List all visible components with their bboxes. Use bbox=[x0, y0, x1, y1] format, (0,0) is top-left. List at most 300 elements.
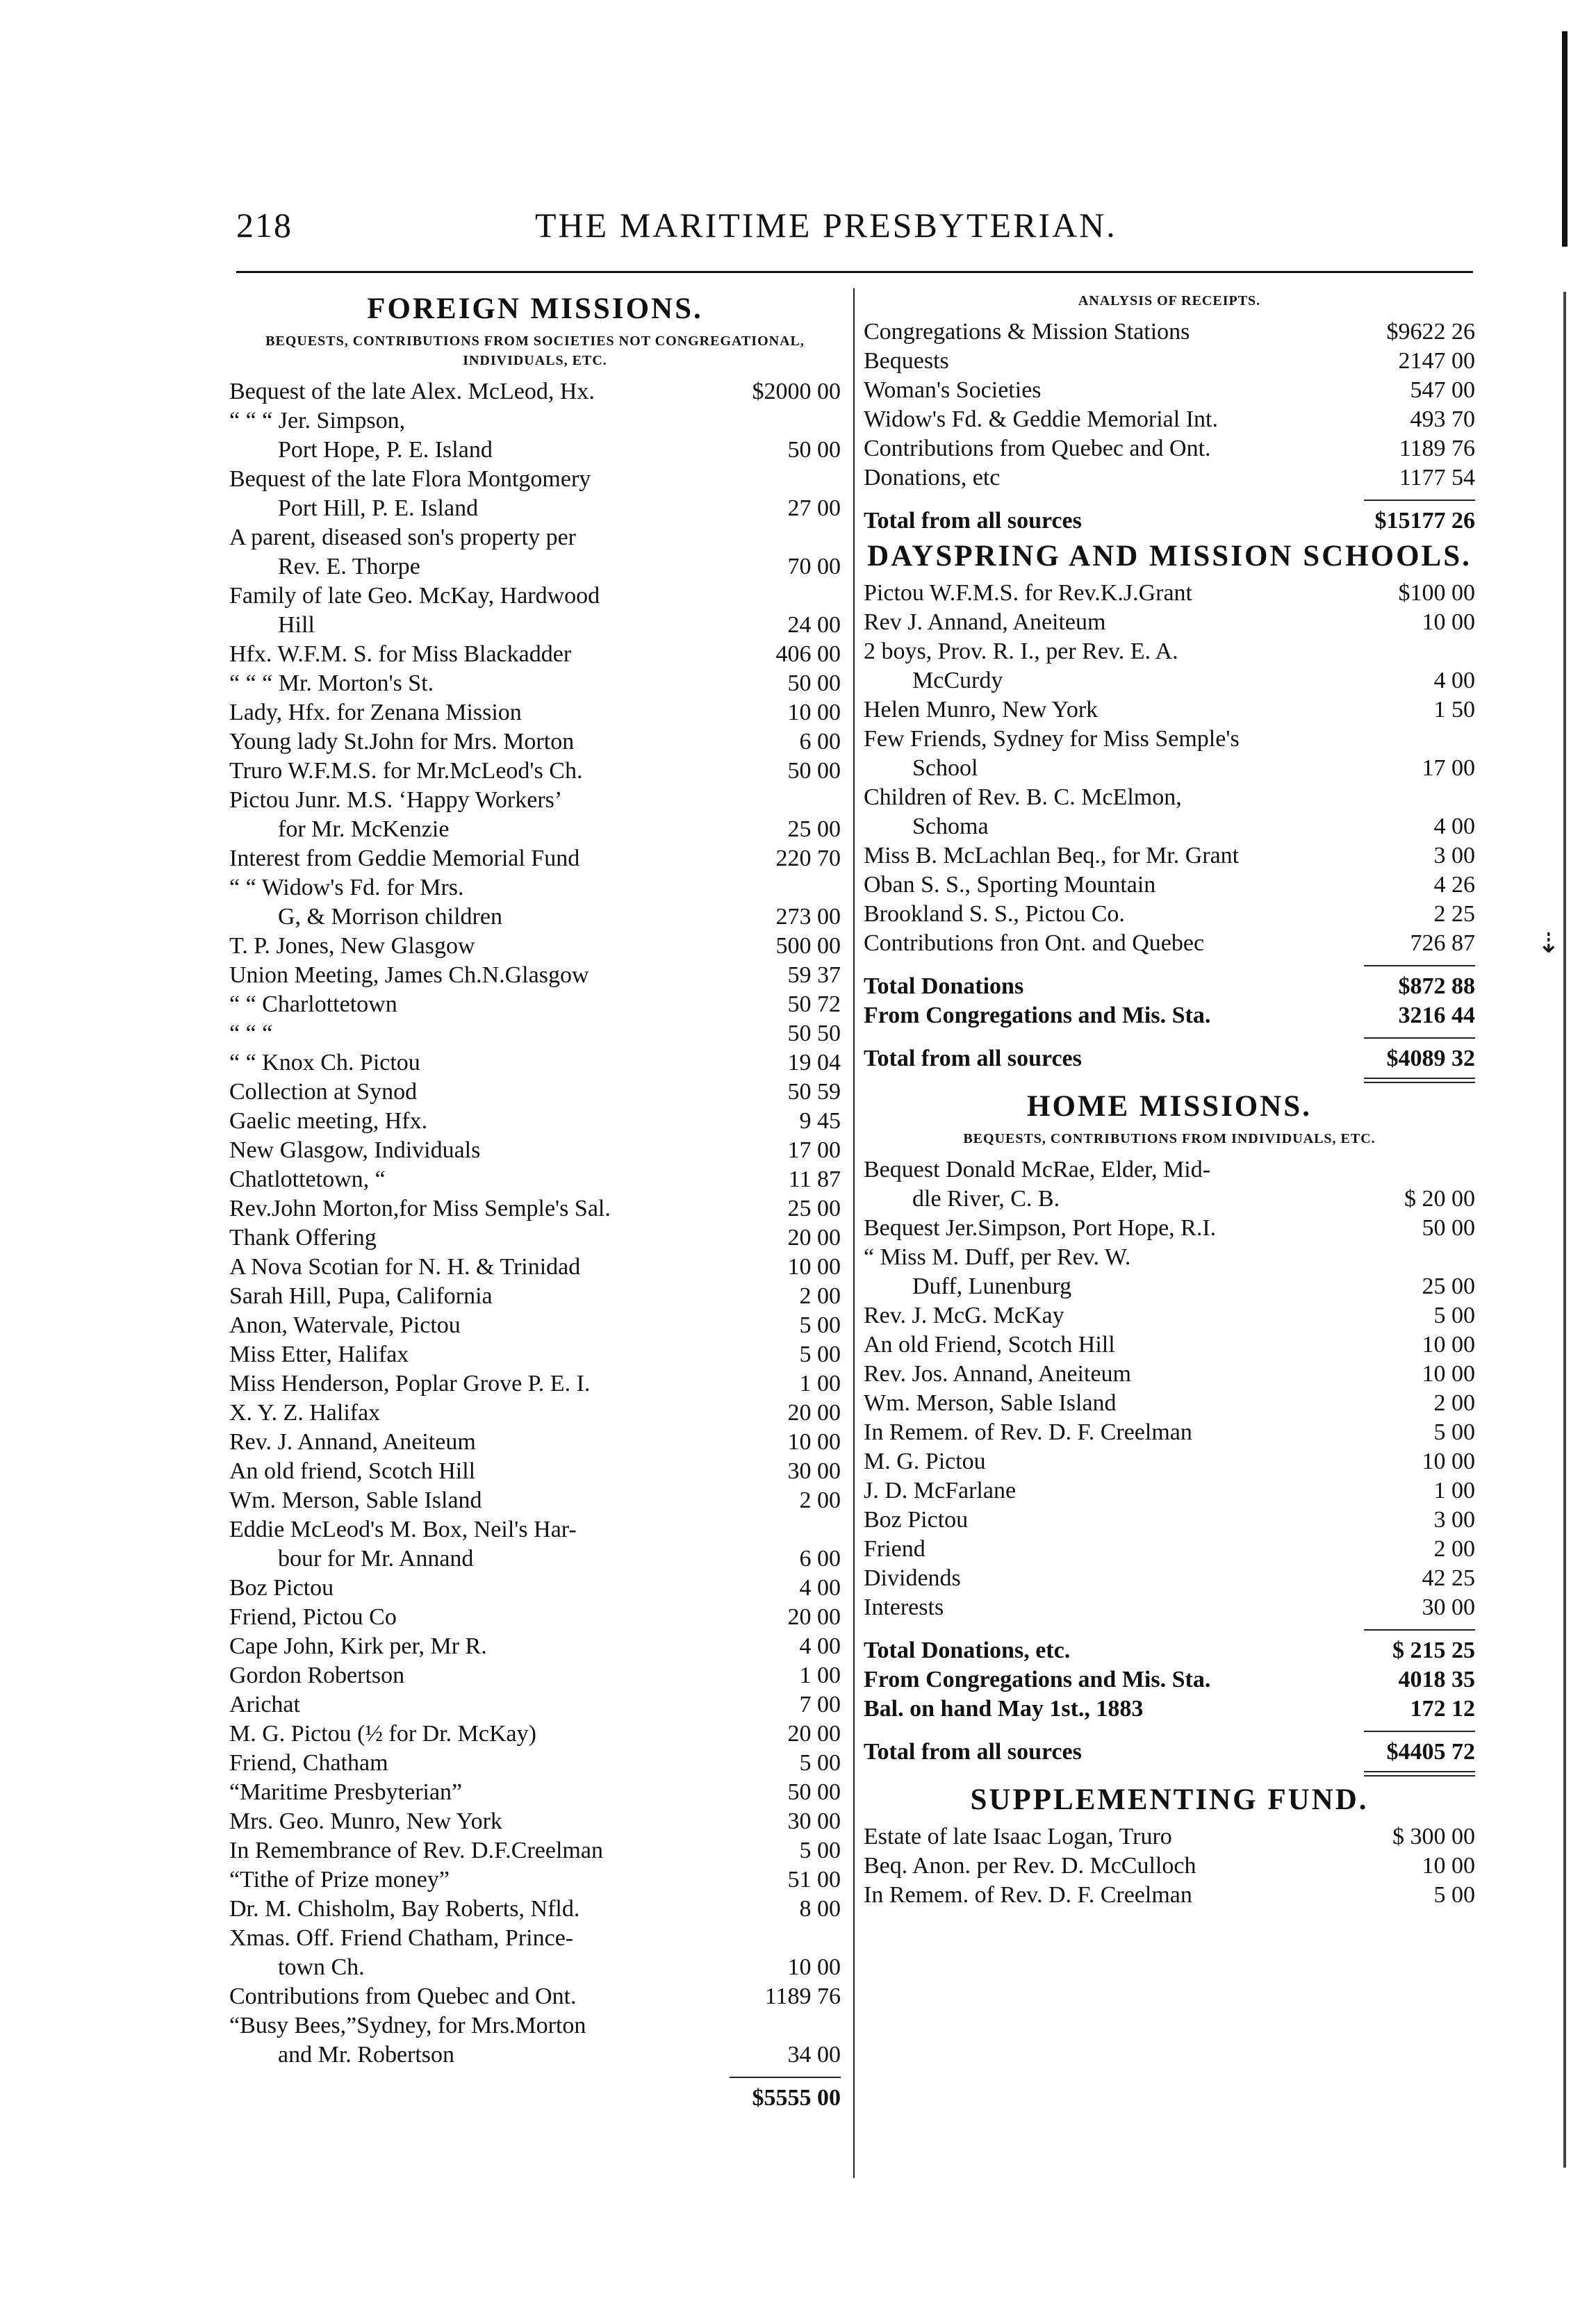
left-column bbox=[229, 288, 841, 2113]
entry-amount: 493 70 bbox=[1410, 406, 1475, 432]
entry-amount: 3 00 bbox=[1433, 1507, 1475, 1533]
foreign-entry-row bbox=[229, 786, 841, 815]
supplementing-entry-row bbox=[864, 1852, 1475, 1881]
entry-description: Truro W.F.M.S. for Mr.McLeod's Ch. bbox=[229, 758, 583, 784]
foreign-entry-row bbox=[229, 552, 841, 582]
home-entry-row bbox=[864, 1389, 1475, 1418]
foreign-entry-row bbox=[229, 1720, 841, 1749]
dayspring-congregations-value: 3216 44 bbox=[1398, 1003, 1475, 1028]
entry-description: Bequest Jer.Simpson, Port Hope, R.I. bbox=[864, 1215, 1217, 1241]
entry-description: Hill bbox=[278, 612, 315, 638]
foreign-entry-row bbox=[229, 582, 841, 611]
foreign-entry-row bbox=[229, 1399, 841, 1428]
foreign-entry-row bbox=[229, 961, 841, 990]
dayspring-entry-row bbox=[864, 900, 1475, 929]
entry-description: A Nova Scotian for N. H. & Trinidad bbox=[229, 1254, 581, 1280]
entry-amount: 59 37 bbox=[787, 962, 841, 988]
entry-description: In Remem. of Rev. D. F. Creelman bbox=[864, 1882, 1192, 1908]
entry-description: Brookland S. S., Pictou Co. bbox=[864, 901, 1125, 927]
entry-description: Port Hope, P. E. Island bbox=[278, 437, 493, 463]
page-number: 218 bbox=[236, 206, 293, 245]
entry-amount: 10 00 bbox=[1422, 1449, 1475, 1474]
entry-amount: 20 00 bbox=[787, 1604, 841, 1630]
entry-amount: 2 00 bbox=[799, 1283, 841, 1309]
entry-description: M. G. Pictou bbox=[864, 1449, 986, 1474]
entry-amount: 1 00 bbox=[1433, 1478, 1475, 1503]
home-entry-row bbox=[864, 1214, 1475, 1243]
entry-description: Thank Offering bbox=[229, 1225, 377, 1251]
entry-description: Dr. M. Chisholm, Bay Roberts, Nfld. bbox=[229, 1896, 580, 1922]
foreign-entry-row bbox=[229, 406, 841, 436]
foreign-entry-row bbox=[229, 611, 841, 640]
entry-amount: 10 00 bbox=[787, 1429, 841, 1455]
entry-description: “Tithe of Prize money” bbox=[229, 1867, 450, 1893]
foreign-entry-row bbox=[229, 1282, 841, 1311]
entry-description: “ “ Knox Ch. Pictou bbox=[229, 1050, 420, 1075]
foreign-entry-row bbox=[229, 1778, 841, 1807]
analysis-entry-row bbox=[864, 405, 1475, 434]
dayspring-entry-row bbox=[864, 637, 1475, 666]
home-entry-row bbox=[864, 1330, 1475, 1360]
foreign-entry-row bbox=[229, 1895, 841, 1924]
entry-amount: 50 00 bbox=[787, 670, 841, 696]
entry-description: Miss Henderson, Poplar Grove P. E. I. bbox=[229, 1371, 591, 1396]
entry-amount: 2147 00 bbox=[1398, 348, 1475, 374]
total-rule bbox=[1364, 1731, 1475, 1732]
entry-description: Beq. Anon. per Rev. D. McCulloch bbox=[864, 1853, 1196, 1879]
entry-amount: 5 00 bbox=[1433, 1882, 1475, 1908]
entry-description: Estate of late Isaac Logan, Truro bbox=[864, 1824, 1172, 1849]
foreign-entry-row bbox=[229, 1253, 841, 1282]
supplementing-entry-row bbox=[864, 1822, 1475, 1852]
entry-amount: 8 00 bbox=[799, 1896, 841, 1922]
entry-amount: 10 00 bbox=[787, 1954, 841, 1980]
home-balance-value: 172 12 bbox=[1410, 1696, 1475, 1722]
total-rule bbox=[1364, 500, 1475, 501]
entry-description: “ “ Widow's Fd. for Mrs. bbox=[229, 875, 464, 900]
journal-title: THE MARITIME PRESBYTERIAN. bbox=[535, 206, 1117, 245]
entry-amount: 3 00 bbox=[1433, 843, 1475, 868]
home-missions-subheading: BEQUESTS, CONTRIBUTIONS FROM INDIVIDUALS, ETC. bbox=[963, 1131, 1376, 1146]
entry-description: “ Miss M. Duff, per Rev. W. bbox=[864, 1244, 1131, 1270]
entry-description: Port Hill, P. E. Island bbox=[278, 495, 479, 521]
double-rule bbox=[1364, 1078, 1475, 1083]
entry-description: Union Meeting, James Ch.N.Glasgow bbox=[229, 962, 589, 988]
home-total: $4405 72 bbox=[1386, 1739, 1475, 1765]
entry-amount: 17 00 bbox=[1422, 755, 1475, 781]
entry-description: and Mr. Robertson bbox=[278, 2042, 455, 2068]
entry-amount: 1 00 bbox=[799, 1663, 841, 1688]
entry-description: Interest from Geddie Memorial Fund bbox=[229, 846, 580, 871]
column-divider bbox=[853, 288, 855, 2178]
foreign-entry-row bbox=[229, 1807, 841, 1836]
entry-description: An old friend, Scotch Hill bbox=[229, 1458, 476, 1484]
entry-amount: 7 00 bbox=[799, 1692, 841, 1717]
foreign-entry-row bbox=[229, 727, 841, 757]
home-entry-row bbox=[864, 1447, 1475, 1476]
home-donations-label: Total Donations, etc. bbox=[864, 1638, 1071, 1663]
entry-description: Eddie McLeod's M. Box, Neil's Har- bbox=[229, 1517, 577, 1542]
foreign-entry-row bbox=[229, 1428, 841, 1457]
foreign-entry-row bbox=[229, 1194, 841, 1223]
entry-amount: 24 00 bbox=[787, 612, 841, 638]
entry-description: “ “ “ bbox=[229, 1021, 273, 1046]
dayspring-congregations-label: From Congregations and Mis. Sta. bbox=[864, 1003, 1211, 1028]
home-donations-row bbox=[864, 1636, 1475, 1665]
entry-description: Helen Munro, New York bbox=[864, 697, 1099, 723]
foreign-entry-row bbox=[229, 377, 841, 406]
entry-description: 2 boys, Prov. R. I., per Rev. E. A. bbox=[864, 638, 1178, 664]
double-rule bbox=[1364, 1771, 1475, 1777]
entry-description: Hfx. W.F.M. S. for Miss Blackadder bbox=[229, 641, 572, 667]
dayspring-entry-row bbox=[864, 812, 1475, 841]
foreign-missions-list bbox=[229, 377, 841, 2070]
analysis-entry-row bbox=[864, 376, 1475, 405]
analysis-total-label: Total from all sources bbox=[864, 508, 1082, 534]
foreign-entry-row bbox=[229, 640, 841, 669]
entry-amount: 50 00 bbox=[787, 758, 841, 784]
entry-description: Family of late Geo. McKay, Hardwood bbox=[229, 583, 600, 609]
foreign-entry-row bbox=[229, 1515, 841, 1544]
entry-amount: 6 00 bbox=[799, 729, 841, 755]
entry-description: Contributions fron Ont. and Quebec bbox=[864, 930, 1205, 956]
entry-description: Cape John, Kirk per, Mr R. bbox=[229, 1633, 487, 1659]
entry-description: G, & Morrison children bbox=[278, 904, 502, 930]
entry-amount: 273 00 bbox=[775, 904, 841, 930]
entry-description: bour for Mr. Annand bbox=[278, 1546, 474, 1572]
entry-description: Chatlottetown, “ bbox=[229, 1167, 386, 1192]
entry-description: Bequests bbox=[864, 348, 949, 374]
entry-amount: 2 00 bbox=[1433, 1390, 1475, 1416]
dayspring-entry-row bbox=[864, 695, 1475, 725]
entry-description: Collection at Synod bbox=[229, 1079, 418, 1105]
entry-amount: 5 00 bbox=[799, 1750, 841, 1776]
entry-amount: 30 00 bbox=[1422, 1594, 1475, 1620]
home-missions-list bbox=[864, 1155, 1475, 1622]
entry-description: Arichat bbox=[229, 1692, 300, 1717]
dayspring-entry-row bbox=[864, 929, 1475, 958]
entry-amount: 70 00 bbox=[787, 554, 841, 579]
entry-amount: 34 00 bbox=[787, 2042, 841, 2068]
supplementing-fund-heading: SUPPLEMENTING FUND. bbox=[970, 1783, 1369, 1816]
foreign-entry-row bbox=[229, 1136, 841, 1165]
home-total-row bbox=[864, 1738, 1475, 1767]
dayspring-donations-value: $872 88 bbox=[1398, 973, 1475, 999]
entry-amount: 9 45 bbox=[799, 1108, 841, 1134]
foreign-entry-row bbox=[229, 1369, 841, 1399]
foreign-entry-row bbox=[229, 698, 841, 727]
foreign-entry-row bbox=[229, 932, 841, 961]
entry-amount: 5 00 bbox=[799, 1838, 841, 1863]
foreign-entry-row bbox=[229, 1457, 841, 1486]
entry-description: A parent, diseased son's property per bbox=[229, 525, 576, 550]
foreign-entry-row bbox=[229, 1661, 841, 1690]
entry-amount: 547 00 bbox=[1410, 377, 1475, 403]
entry-amount: 5 00 bbox=[1433, 1419, 1475, 1445]
home-missions-heading: HOME MISSIONS. bbox=[1027, 1090, 1312, 1123]
home-congregations-label: From Congregations and Mis. Sta. bbox=[864, 1667, 1211, 1692]
foreign-entry-row bbox=[229, 523, 841, 552]
home-congregations-row bbox=[864, 1665, 1475, 1695]
entry-description: Congregations & Mission Stations bbox=[864, 319, 1190, 345]
analysis-entry-row bbox=[864, 318, 1475, 347]
entry-description: Young lady St.John for Mrs. Morton bbox=[229, 729, 575, 755]
foreign-entry-row bbox=[229, 1836, 841, 1865]
entry-amount: 10 00 bbox=[1422, 1332, 1475, 1358]
foreign-entry-row bbox=[229, 1603, 841, 1632]
entry-description: Contributions from Quebec and Ont. bbox=[229, 1984, 577, 2009]
entry-amount: 19 04 bbox=[787, 1050, 841, 1075]
entry-description: J. D. McFarlane bbox=[864, 1478, 1017, 1503]
dayspring-donations-label: Total Donations bbox=[864, 973, 1024, 999]
entry-description: Woman's Societies bbox=[864, 377, 1042, 403]
margin-arrow-mark: ⇣ bbox=[1537, 928, 1561, 959]
entry-description: dle River, C. B. bbox=[912, 1186, 1060, 1212]
foreign-entry-row bbox=[229, 990, 841, 1019]
entry-amount: 20 00 bbox=[787, 1400, 841, 1426]
entry-amount: 51 00 bbox=[787, 1867, 841, 1893]
entry-description: Interests bbox=[864, 1594, 944, 1620]
dayspring-entry-row bbox=[864, 841, 1475, 871]
foreign-entry-row bbox=[229, 1953, 841, 1982]
analysis-total-row bbox=[864, 506, 1475, 536]
entry-amount: 1189 76 bbox=[764, 1984, 841, 2009]
entry-amount: 50 00 bbox=[787, 1779, 841, 1805]
dayspring-total: $4089 32 bbox=[1386, 1046, 1475, 1071]
entry-description: Gordon Robertson bbox=[229, 1663, 405, 1688]
entry-description: School bbox=[912, 755, 978, 781]
foreign-entry-row bbox=[229, 2041, 841, 2070]
entry-description: for Mr. McKenzie bbox=[278, 816, 450, 842]
analysis-list bbox=[864, 318, 1475, 493]
entry-amount: 20 00 bbox=[787, 1721, 841, 1747]
home-entry-row bbox=[864, 1418, 1475, 1447]
entry-description: “ “ Charlottetown bbox=[229, 991, 397, 1017]
entry-amount: 4 00 bbox=[799, 1575, 841, 1601]
home-donations-value: $ 215 25 bbox=[1392, 1638, 1475, 1663]
dayspring-entry-row bbox=[864, 754, 1475, 783]
entry-description: Widow's Fd. & Geddie Memorial Int. bbox=[864, 406, 1218, 432]
entry-amount: 1189 76 bbox=[1399, 436, 1475, 461]
analysis-entry-row bbox=[864, 463, 1475, 493]
entry-amount: 4 26 bbox=[1433, 872, 1475, 898]
entry-description: M. G. Pictou (½ for Dr. McKay) bbox=[229, 1721, 536, 1747]
entry-amount: 25 00 bbox=[787, 1196, 841, 1221]
entry-amount: 50 00 bbox=[1422, 1215, 1475, 1241]
entry-amount: 50 00 bbox=[787, 437, 841, 463]
entry-description: Wm. Merson, Sable Island bbox=[864, 1390, 1117, 1416]
entry-amount: 4 00 bbox=[1433, 668, 1475, 693]
foreign-entry-row bbox=[229, 1048, 841, 1078]
entry-amount: 50 50 bbox=[787, 1021, 841, 1046]
right-column bbox=[864, 288, 1475, 1910]
foreign-entry-row bbox=[229, 1632, 841, 1661]
entry-description: “ “ “ Jer. Simpson, bbox=[229, 408, 406, 434]
entry-amount: 220 70 bbox=[775, 846, 841, 871]
foreign-missions-subheading: BEQUESTS, CONTRIBUTIONS FROM SOCIETIES NOT CONGREGATIONAL, INDIVIDUALS, ETC. bbox=[265, 333, 805, 368]
foreign-missions-total: $5555 00 bbox=[752, 2085, 841, 2111]
foreign-entry-row bbox=[229, 465, 841, 494]
entry-description: “Busy Bees,”Sydney, for Mrs.Morton bbox=[229, 2013, 586, 2038]
entry-amount: 20 00 bbox=[787, 1225, 841, 1251]
dayspring-total-label: Total from all sources bbox=[864, 1046, 1082, 1071]
entry-amount: 4 00 bbox=[799, 1633, 841, 1659]
foreign-entry-row bbox=[229, 1544, 841, 1574]
entry-amount: 726 87 bbox=[1410, 930, 1475, 956]
dayspring-entry-row bbox=[864, 783, 1475, 812]
entry-description: Rev J. Annand, Aneiteum bbox=[864, 609, 1106, 635]
entry-amount: 42 25 bbox=[1422, 1565, 1475, 1591]
entry-description: Donations, etc bbox=[864, 465, 1001, 491]
foreign-missions-heading: FOREIGN MISSIONS. bbox=[367, 292, 703, 325]
entry-amount: 25 00 bbox=[1422, 1273, 1475, 1299]
foreign-entry-row bbox=[229, 1924, 841, 1953]
entry-description: Schoma bbox=[912, 814, 989, 839]
entry-description: Duff, Lunenburg bbox=[912, 1273, 1072, 1299]
foreign-entry-row bbox=[229, 815, 841, 844]
foreign-entry-row bbox=[229, 1165, 841, 1194]
home-entry-row bbox=[864, 1593, 1475, 1622]
home-entry-row bbox=[864, 1185, 1475, 1214]
entry-amount: 10 00 bbox=[1422, 1853, 1475, 1879]
entry-amount: 27 00 bbox=[787, 495, 841, 521]
home-entry-row bbox=[864, 1301, 1475, 1330]
entry-description: Mrs. Geo. Munro, New York bbox=[229, 1808, 502, 1834]
entry-description: Rev. J. Annand, Aneiteum bbox=[229, 1429, 476, 1455]
entry-amount: 1 00 bbox=[799, 1371, 841, 1396]
dayspring-total-row bbox=[864, 1044, 1475, 1073]
page-header bbox=[236, 205, 1466, 254]
foreign-entry-row bbox=[229, 844, 841, 873]
dayspring-entry-row bbox=[864, 725, 1475, 754]
foreign-entry-row bbox=[229, 2011, 841, 2041]
entry-description: Gaelic meeting, Hfx. bbox=[229, 1108, 428, 1134]
foreign-entry-row bbox=[229, 902, 841, 932]
dayspring-donations-row bbox=[864, 972, 1475, 1001]
entry-description: Miss B. McLachlan Beq., for Mr. Grant bbox=[864, 843, 1240, 868]
entry-amount: $9622 26 bbox=[1386, 319, 1475, 345]
dayspring-entry-row bbox=[864, 871, 1475, 900]
entry-description: town Ch. bbox=[278, 1954, 365, 1980]
entry-description: Wm. Merson, Sable Island bbox=[229, 1487, 482, 1513]
entry-amount: 5 00 bbox=[799, 1342, 841, 1367]
entry-description: Sarah Hill, Pupa, California bbox=[229, 1283, 493, 1309]
dayspring-entry-row bbox=[864, 666, 1475, 695]
home-entry-row bbox=[864, 1535, 1475, 1564]
foreign-entry-row bbox=[229, 1107, 841, 1136]
entry-amount: $ 20 00 bbox=[1404, 1186, 1475, 1212]
entry-description: Oban S. S., Sporting Mountain bbox=[864, 872, 1156, 898]
dayspring-heading: DAYSPRING AND MISSION SCHOOLS. bbox=[867, 540, 1472, 572]
foreign-entry-row bbox=[229, 1078, 841, 1107]
foreign-entry-row bbox=[229, 1865, 841, 1895]
foreign-entry-row bbox=[229, 873, 841, 902]
entry-amount: 30 00 bbox=[787, 1458, 841, 1484]
entry-description: Pictou W.F.M.S. for Rev.K.J.Grant bbox=[864, 580, 1192, 606]
foreign-entry-row bbox=[229, 757, 841, 786]
entry-amount: 11 87 bbox=[788, 1167, 841, 1192]
entry-description: Rev. E. Thorpe bbox=[278, 554, 420, 579]
entry-description: Few Friends, Sydney for Miss Semple's bbox=[864, 726, 1240, 752]
home-congregations-value: 4018 35 bbox=[1398, 1667, 1475, 1692]
entry-description: Bequest of the late Alex. McLeod, Hx. bbox=[229, 379, 595, 404]
entry-description: Children of Rev. B. C. McElmon, bbox=[864, 784, 1182, 810]
entry-description: Bequest of the late Flora Montgomery bbox=[229, 466, 591, 492]
entry-description: Pictou Junr. M.S. ‘Happy Workers’ bbox=[229, 787, 563, 813]
dayspring-entry-row bbox=[864, 579, 1475, 608]
entry-amount: $100 00 bbox=[1398, 580, 1475, 606]
foreign-entry-row bbox=[229, 1340, 841, 1369]
entry-amount: 2 00 bbox=[799, 1487, 841, 1513]
margin-scan-mark bbox=[1562, 31, 1568, 247]
entry-amount: 30 00 bbox=[787, 1808, 841, 1834]
foreign-entry-row bbox=[229, 494, 841, 523]
foreign-entry-row bbox=[229, 1019, 841, 1048]
entry-amount: 5 00 bbox=[1433, 1303, 1475, 1328]
entry-description: Miss Etter, Halifax bbox=[229, 1342, 409, 1367]
dayspring-entry-row bbox=[864, 608, 1475, 637]
entry-description: Lady, Hfx. for Zenana Mission bbox=[229, 700, 522, 725]
entry-amount: 50 59 bbox=[787, 1079, 841, 1105]
entry-description: Boz Pictou bbox=[864, 1507, 969, 1533]
entry-amount: 10 00 bbox=[1422, 1361, 1475, 1387]
analysis-entry-row bbox=[864, 347, 1475, 376]
home-entry-row bbox=[864, 1360, 1475, 1389]
total-rule bbox=[730, 2077, 841, 2078]
entry-description: “ “ “ Mr. Morton's St. bbox=[229, 670, 434, 696]
analysis-heading: ANALYSIS OF RECEIPTS. bbox=[1078, 293, 1261, 308]
entry-amount: 1 50 bbox=[1433, 697, 1475, 723]
foreign-entry-row bbox=[229, 436, 841, 465]
supplementing-fund-list bbox=[864, 1822, 1475, 1910]
foreign-entry-row bbox=[229, 1574, 841, 1603]
entry-amount: 25 00 bbox=[787, 816, 841, 842]
home-balance-row bbox=[864, 1695, 1475, 1724]
entry-description: X. Y. Z. Halifax bbox=[229, 1400, 381, 1426]
entry-amount: 2 00 bbox=[1433, 1536, 1475, 1562]
entry-description: “Maritime Presbyterian” bbox=[229, 1779, 463, 1805]
entry-amount: 1177 54 bbox=[1399, 465, 1475, 491]
home-entry-row bbox=[864, 1476, 1475, 1506]
foreign-missions-total-row bbox=[229, 2084, 841, 2113]
dayspring-congregations-row bbox=[864, 1001, 1475, 1030]
entry-amount: 500 00 bbox=[775, 933, 841, 959]
entry-amount: 5 00 bbox=[799, 1312, 841, 1338]
entry-amount: 17 00 bbox=[787, 1137, 841, 1163]
total-rule bbox=[1364, 1629, 1475, 1631]
entry-amount: $ 300 00 bbox=[1392, 1824, 1475, 1849]
entry-description: Bequest Donald McRae, Elder, Mid- bbox=[864, 1157, 1211, 1182]
foreign-entry-row bbox=[229, 1486, 841, 1515]
entry-description: Rev. Jos. Annand, Aneiteum bbox=[864, 1361, 1131, 1387]
foreign-entry-row bbox=[229, 1223, 841, 1253]
analysis-total: $15177 26 bbox=[1374, 508, 1475, 534]
entry-amount: 50 72 bbox=[787, 991, 841, 1017]
foreign-entry-row bbox=[229, 669, 841, 698]
entry-amount: 4 00 bbox=[1433, 814, 1475, 839]
entry-amount: 10 00 bbox=[1422, 609, 1475, 635]
entry-amount: $2000 00 bbox=[752, 379, 841, 404]
entry-description: Contributions from Quebec and Ont. bbox=[864, 436, 1211, 461]
entry-description: Friend, Chatham bbox=[229, 1750, 388, 1776]
home-balance-label: Bal. on hand May 1st., 1883 bbox=[864, 1696, 1144, 1722]
foreign-entry-row bbox=[229, 1749, 841, 1778]
entry-amount: 6 00 bbox=[799, 1546, 841, 1572]
home-entry-row bbox=[864, 1243, 1475, 1272]
entry-description: McCurdy bbox=[912, 668, 1003, 693]
entry-description: Friend bbox=[864, 1536, 925, 1562]
dayspring-list bbox=[864, 579, 1475, 958]
